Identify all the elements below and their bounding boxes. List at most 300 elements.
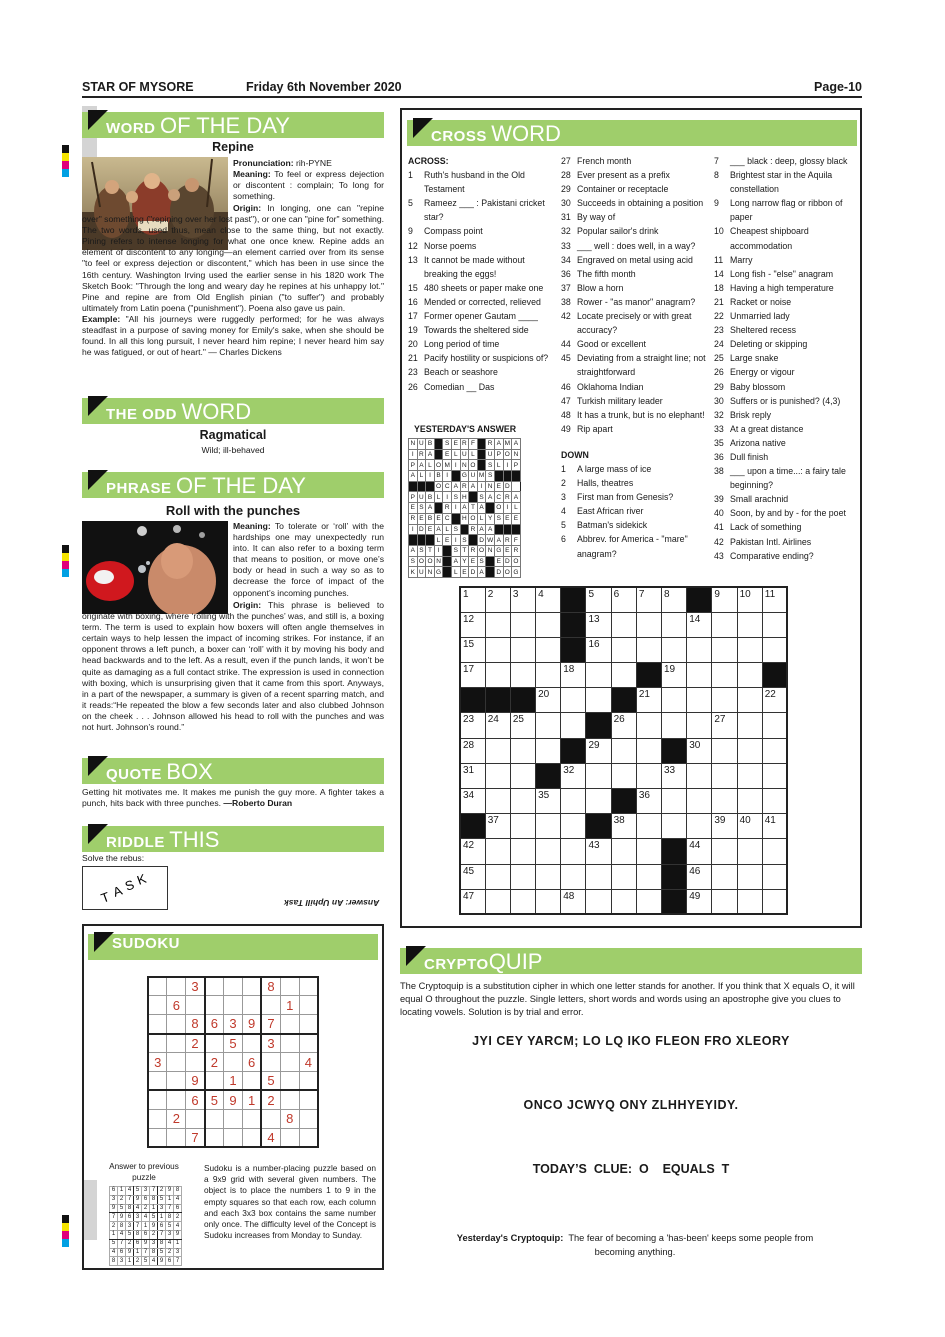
crossword-cell[interactable]: 39 (712, 814, 737, 839)
clue-item (714, 380, 859, 394)
crossword-cell[interactable] (687, 713, 712, 738)
sudoku-cell[interactable] (186, 1109, 205, 1128)
sudoku-cell[interactable] (205, 1109, 224, 1128)
crossword-cell[interactable] (611, 839, 636, 864)
sudoku-cell[interactable] (299, 1015, 318, 1034)
sudoku-cell[interactable]: 3 (148, 1053, 167, 1072)
crossword-cell[interactable] (662, 814, 687, 839)
crossword-cell[interactable] (485, 612, 510, 637)
crossword-cell[interactable] (636, 713, 661, 738)
sudoku-cell[interactable] (280, 1034, 299, 1053)
clue-number: 16 (408, 296, 418, 307)
crossword-cell[interactable] (762, 864, 787, 889)
crossword-cell[interactable]: 8 (662, 587, 687, 612)
sudoku-cell[interactable] (148, 1090, 167, 1109)
answer-cell: I (426, 471, 435, 482)
crossword-cell[interactable] (536, 814, 561, 839)
sudoku-cell[interactable] (242, 1109, 261, 1128)
sudoku-cell[interactable]: 2 (261, 1090, 280, 1109)
crossword-cell[interactable] (561, 789, 586, 814)
sudoku-cell[interactable] (167, 1053, 186, 1072)
answer-cell: S (486, 471, 495, 482)
crossword-cell[interactable]: 46 (687, 864, 712, 889)
crossword-cell[interactable]: 23 (460, 713, 485, 738)
answer-cell: G (436, 568, 442, 576)
crossword-cell[interactable]: 34 (460, 789, 485, 814)
prev-sudoku-cell: 1 (158, 1213, 166, 1222)
crossword-cell[interactable] (510, 738, 535, 763)
crossword-cell[interactable] (762, 889, 787, 914)
sudoku-cell[interactable] (224, 1053, 243, 1072)
clue-item (561, 394, 706, 408)
phrase-of-day-meaning: Meaning: To tolerate or ‘roll’ with the hardships one may unexpectedly run into. It can also refer to a boxing term that means to position, or move one’s body or head in such a way so as to decrease the force of impact of the opponent’s incoming punches. (233, 521, 384, 598)
sudoku-cell[interactable]: 8 (261, 977, 280, 996)
sudoku-cell[interactable]: 6 (186, 1090, 205, 1109)
crossword-cell[interactable] (712, 663, 737, 688)
crossword-cell[interactable]: 17 (460, 663, 485, 688)
answer-cell: L (451, 449, 460, 460)
sudoku-cell[interactable]: 2 (167, 1109, 186, 1128)
sudoku-cell[interactable] (148, 1128, 167, 1147)
sudoku-cell[interactable] (167, 1015, 186, 1034)
crossword-cell[interactable] (561, 839, 586, 864)
crossword-cell[interactable] (636, 612, 661, 637)
crossword-cell[interactable] (586, 663, 611, 688)
crossword-cell[interactable]: 31 (460, 763, 485, 788)
sudoku-cell[interactable]: 6 (205, 1015, 224, 1034)
crossword-cell[interactable] (762, 839, 787, 864)
clue-text: At a great distance (730, 423, 804, 434)
crossword-cell[interactable] (611, 864, 636, 889)
crossword-cell[interactable] (510, 637, 535, 662)
crossword-cell[interactable]: 49 (687, 889, 712, 914)
crossword-cell[interactable]: 37 (485, 814, 510, 839)
answer-cell: E (469, 556, 478, 567)
answer-cell (426, 535, 435, 546)
crossword-cell[interactable]: 1 (460, 587, 485, 612)
crossword-cell[interactable]: 43 (586, 839, 611, 864)
sudoku-cell[interactable] (242, 1071, 261, 1090)
crossword-cell[interactable]: 27 (712, 713, 737, 738)
crossword-cell[interactable] (636, 889, 661, 914)
crossword-cell[interactable] (687, 789, 712, 814)
sudoku-cell[interactable] (186, 1053, 205, 1072)
answer-cell (477, 449, 486, 460)
crossword-cell[interactable] (636, 864, 661, 889)
crossword-cell[interactable] (737, 864, 762, 889)
answer-cell: S (409, 556, 418, 567)
crossword-cell[interactable] (586, 864, 611, 889)
crossword-cell[interactable]: 20 (536, 688, 561, 713)
sudoku-grid (147, 976, 319, 1148)
crossword-cell[interactable]: 25 (510, 713, 535, 738)
sudoku-cell[interactable]: 7 (261, 1015, 280, 1034)
crossword-cell[interactable] (712, 864, 737, 889)
crossword-cell[interactable] (510, 789, 535, 814)
sudoku-cell[interactable]: 8 (280, 1109, 299, 1128)
sudoku-cell[interactable] (148, 996, 167, 1015)
crossword-cell[interactable]: 6 (611, 587, 636, 612)
crossword-cell[interactable] (485, 864, 510, 889)
crossword-cell[interactable] (687, 763, 712, 788)
crossword-cell[interactable] (611, 763, 636, 788)
sudoku-cell[interactable]: 3 (261, 1034, 280, 1053)
crossword-cell[interactable] (636, 814, 661, 839)
crossword-cell[interactable]: 22 (762, 688, 787, 713)
crossword-cell[interactable] (737, 637, 762, 662)
clue-item (561, 518, 706, 532)
sudoku-cell[interactable]: 6 (167, 996, 186, 1015)
answer-cell: A (512, 439, 521, 450)
sudoku-cell[interactable] (280, 1071, 299, 1090)
sudoku-cell[interactable] (167, 1034, 186, 1053)
crossword-cell[interactable] (712, 738, 737, 763)
crossword-cell[interactable]: 26 (611, 713, 636, 738)
riddle-answer: Answer: An Uphill Task (284, 898, 380, 908)
prev-sudoku-cell: 2 (174, 1213, 182, 1222)
crossword-cell[interactable] (737, 889, 762, 914)
crossword-cell[interactable] (510, 663, 535, 688)
crossword-cell[interactable]: 45 (460, 864, 485, 889)
clue-text: Comparative ending? (730, 550, 814, 561)
sudoku-cell[interactable] (280, 977, 299, 996)
crossword-cell[interactable] (536, 864, 561, 889)
clue-text: Abbrev. for America - "mare" anagram? (577, 534, 688, 559)
sudoku-cell[interactable] (148, 1109, 167, 1128)
sudoku-cell[interactable] (186, 996, 205, 1015)
crossword-cell[interactable] (712, 612, 737, 637)
crossword-cell[interactable]: 5 (586, 587, 611, 612)
crossword-cell[interactable]: 14 (687, 612, 712, 637)
clue-item (561, 253, 706, 267)
answer-cell: S (451, 492, 460, 503)
crossword-block (611, 789, 636, 814)
clue-text: French month (577, 156, 632, 166)
answer-cell: B (426, 513, 435, 524)
sudoku-cell[interactable] (224, 1128, 243, 1147)
crossword-cell[interactable] (561, 688, 586, 713)
masthead (82, 80, 862, 96)
crossword-cell[interactable] (737, 789, 762, 814)
answer-cell: L (469, 449, 478, 460)
sudoku-cell[interactable] (299, 996, 318, 1015)
clue-number: 9 (408, 226, 413, 237)
crossword-cell[interactable] (586, 763, 611, 788)
crossword-cell[interactable] (586, 789, 611, 814)
crossword-cell[interactable] (586, 889, 611, 914)
crossword-cell[interactable] (712, 637, 737, 662)
answer-cell: E (426, 524, 435, 535)
crossword-cell[interactable] (510, 763, 535, 788)
crossword-cell[interactable]: 21 (636, 688, 661, 713)
sudoku-cell[interactable]: 3 (186, 977, 205, 996)
sudoku-cell[interactable] (148, 1071, 167, 1090)
sudoku-cell[interactable]: 4 (299, 1053, 318, 1072)
sudoku-cell[interactable]: 1 (224, 1071, 243, 1090)
clue-text: Rameez ___ : Pakistani cricket star? (424, 198, 545, 223)
sudoku-cell[interactable] (261, 996, 280, 1015)
crossword-cell[interactable]: 47 (460, 889, 485, 914)
crossword-cell[interactable]: 3 (510, 587, 535, 612)
sudoku-cell[interactable] (205, 1034, 224, 1053)
crossword-cell[interactable] (611, 663, 636, 688)
sudoku-cell[interactable]: 7 (186, 1128, 205, 1147)
crossword-cell[interactable] (712, 688, 737, 713)
crossword-cell[interactable]: 11 (762, 587, 787, 612)
crossword-cell[interactable]: 19 (662, 663, 687, 688)
crossword-cell[interactable]: 13 (586, 612, 611, 637)
header-corner-icon (406, 946, 426, 966)
sudoku-cell[interactable] (205, 1071, 224, 1090)
prev-sudoku-cell: 6 (134, 1239, 142, 1248)
crossword-cell[interactable] (611, 889, 636, 914)
answer-cell: I (434, 545, 443, 556)
crossword-cell[interactable] (536, 637, 561, 662)
crossword-cell[interactable] (536, 839, 561, 864)
answer-cell: O (470, 461, 476, 469)
crossword-cell[interactable] (737, 688, 762, 713)
sudoku-cell[interactable]: 6 (242, 1053, 261, 1072)
clue-text: Unmarried lady (730, 311, 790, 322)
clue-text: A large mass of ice (577, 463, 652, 474)
crossword-block (485, 688, 510, 713)
answer-cell: E (434, 513, 443, 524)
answer-cell: S (417, 503, 426, 514)
crossword-cell[interactable] (561, 864, 586, 889)
sudoku-cell[interactable] (261, 1109, 280, 1128)
sudoku-description: Sudoku is a number-placing puzzle based on a 9x9 grid with several given numbers. The object is to place the numbers 1 to 9 in the empty squares so that each row, each column and each 3x3 box contains the same number only once. The difficulty level of the Concept is Sudoku increases from Monday to Sunday. (204, 1163, 376, 1241)
sudoku-cell[interactable] (280, 1090, 299, 1109)
sudoku-cell[interactable] (261, 1053, 280, 1072)
sudoku-cell[interactable] (205, 977, 224, 996)
header-corner-icon (413, 118, 433, 138)
sudoku-cell[interactable]: 3 (224, 1015, 243, 1034)
clue-item (714, 337, 859, 351)
crossword-cell[interactable] (536, 663, 561, 688)
crossword-cell[interactable] (737, 763, 762, 788)
crossword-cell[interactable] (687, 663, 712, 688)
crossword-cell[interactable] (636, 738, 661, 763)
sudoku-cell[interactable] (148, 977, 167, 996)
crossword-cell[interactable] (510, 889, 535, 914)
crossword-cell[interactable] (561, 713, 586, 738)
sudoku-cell[interactable]: 5 (261, 1071, 280, 1090)
crossword-cell[interactable]: 33 (662, 763, 687, 788)
crossword-cell[interactable]: 41 (762, 814, 787, 839)
sudoku-cell[interactable] (148, 1015, 167, 1034)
crossword-cell[interactable]: 30 (687, 738, 712, 763)
sudoku-cell[interactable]: 8 (186, 1015, 205, 1034)
crossword-cell[interactable] (611, 738, 636, 763)
crossword-cell[interactable] (712, 839, 737, 864)
crossword-cell[interactable] (687, 688, 712, 713)
sudoku-cell[interactable] (242, 1128, 261, 1147)
crossword-cell[interactable] (762, 713, 787, 738)
clue-text: Ever present as a prefix (577, 170, 670, 181)
crossword-cell[interactable]: 42 (460, 839, 485, 864)
crossword-cell[interactable] (662, 789, 687, 814)
sudoku-cell[interactable] (299, 977, 318, 996)
crossword-cell[interactable] (712, 889, 737, 914)
sudoku-cell[interactable] (280, 1053, 299, 1072)
crossword-cell[interactable]: 38 (611, 814, 636, 839)
sudoku-cell[interactable]: 5 (205, 1090, 224, 1109)
crossword-cell[interactable] (762, 637, 787, 662)
sudoku-cell[interactable] (299, 1128, 318, 1147)
sudoku-cell[interactable] (167, 977, 186, 996)
clue-item (561, 295, 706, 309)
clue-number: 12 (408, 240, 418, 251)
crossword-cell[interactable] (536, 889, 561, 914)
crossword-cell[interactable] (485, 789, 510, 814)
crossword-cell[interactable] (510, 864, 535, 889)
sudoku-cell[interactable] (224, 977, 243, 996)
crossword-cell[interactable] (737, 713, 762, 738)
crossword-cell[interactable] (561, 814, 586, 839)
crossword-cell[interactable] (762, 738, 787, 763)
crossword-cell[interactable] (510, 839, 535, 864)
crossword-cell[interactable]: 12 (460, 612, 485, 637)
crossword-cell[interactable]: 28 (460, 738, 485, 763)
header-corner-icon (88, 756, 108, 776)
crossword-cell[interactable]: 2 (485, 587, 510, 612)
sudoku-previous-answer (109, 1186, 182, 1266)
crossword-cell[interactable] (485, 663, 510, 688)
crossword-cell[interactable] (510, 612, 535, 637)
crossword-cell[interactable] (737, 612, 762, 637)
crossword-cell[interactable]: 36 (636, 789, 661, 814)
clue-item (408, 239, 550, 253)
sudoku-cell[interactable] (299, 1090, 318, 1109)
crossword-cell[interactable] (762, 763, 787, 788)
crossword-cell[interactable] (636, 763, 661, 788)
crossword-cell[interactable] (687, 637, 712, 662)
crossword-cell[interactable] (485, 839, 510, 864)
crossword-cell[interactable] (485, 763, 510, 788)
crossword-cell[interactable] (636, 839, 661, 864)
crossword-cell[interactable]: 32 (561, 763, 586, 788)
crossword-cell[interactable] (536, 738, 561, 763)
sudoku-cell[interactable]: 1 (280, 996, 299, 1015)
sudoku-cell[interactable]: 9 (242, 1015, 261, 1034)
crossword-cell[interactable] (737, 663, 762, 688)
sudoku-cell[interactable]: 2 (205, 1053, 224, 1072)
crossword-cell[interactable] (611, 612, 636, 637)
crossword-cell[interactable]: 7 (636, 587, 661, 612)
clue-text: Container or receptacle (577, 184, 669, 195)
sudoku-cell[interactable] (205, 1128, 224, 1147)
sudoku-cell[interactable] (224, 1109, 243, 1128)
crossword-cell[interactable] (662, 637, 687, 662)
sudoku-cell[interactable] (167, 1071, 186, 1090)
clue-item (408, 168, 550, 196)
crossword-cell[interactable] (737, 839, 762, 864)
crossword-cell[interactable] (485, 738, 510, 763)
prev-sudoku-cell: 5 (142, 1257, 150, 1266)
sudoku-cell[interactable] (242, 996, 261, 1015)
clue-item (561, 351, 706, 379)
sudoku-cell[interactable] (280, 1128, 299, 1147)
crossword-cell[interactable]: 48 (561, 889, 586, 914)
crossword-cell[interactable] (485, 637, 510, 662)
sudoku-cell[interactable] (205, 996, 224, 1015)
crossword-cell[interactable] (762, 612, 787, 637)
crossword-cell[interactable] (712, 789, 737, 814)
crossword-cell[interactable] (510, 814, 535, 839)
crossword-cell[interactable] (662, 688, 687, 713)
crossword-cell[interactable] (536, 612, 561, 637)
crossword-cell[interactable]: 10 (737, 587, 762, 612)
sudoku-cell[interactable]: 1 (242, 1090, 261, 1109)
crossword-cell[interactable] (762, 789, 787, 814)
crossword-cell[interactable] (687, 814, 712, 839)
rebus-letter: T (98, 889, 112, 906)
crossword-cell[interactable] (611, 637, 636, 662)
sudoku-cell[interactable] (242, 1034, 261, 1053)
crossword-cell[interactable] (586, 688, 611, 713)
crossword-cell[interactable]: 9 (712, 587, 737, 612)
crossword-cell[interactable] (485, 889, 510, 914)
sudoku-cell[interactable]: 9 (224, 1090, 243, 1109)
prev-sudoku-cell: 9 (158, 1257, 166, 1266)
sudoku-cell[interactable] (280, 1015, 299, 1034)
sudoku-cell[interactable]: 4 (261, 1128, 280, 1147)
quote-text: Getting hit motivates me. It makes me punish the guy more. A fighter takes a punch, hits back with three punches. —Roberto Duran (82, 787, 384, 809)
sudoku-cell[interactable]: 5 (224, 1034, 243, 1053)
crossword-cell[interactable]: 24 (485, 713, 510, 738)
prev-sudoku-cell: 5 (134, 1187, 142, 1196)
crossword-cell[interactable]: 35 (536, 789, 561, 814)
crossword-cell[interactable]: 16 (586, 637, 611, 662)
crossword-cell[interactable] (536, 713, 561, 738)
crossword-cell[interactable]: 44 (687, 839, 712, 864)
sudoku-cell[interactable] (242, 977, 261, 996)
sudoku-cell[interactable]: 9 (186, 1071, 205, 1090)
cryptoquip-yesterday: Yesterday's Cryptoquip: The fear of becoming a 'has-been' keeps some people from becoming anything. (456, 1233, 814, 1257)
crossword-cell[interactable]: 4 (536, 587, 561, 612)
crossword-cell[interactable] (636, 637, 661, 662)
crossword-cell[interactable] (712, 763, 737, 788)
answer-cell: F (512, 535, 521, 546)
crossword-cell[interactable] (737, 738, 762, 763)
prev-sudoku-cell: 1 (150, 1204, 158, 1213)
sudoku-cell[interactable] (167, 1090, 186, 1109)
crossword-cell[interactable]: 29 (586, 738, 611, 763)
sudoku-cell[interactable] (299, 1034, 318, 1053)
rebus-letter: K (134, 870, 149, 888)
crossword-block (662, 738, 687, 763)
crossword-cell[interactable] (662, 713, 687, 738)
sudoku-cell[interactable] (167, 1128, 186, 1147)
sudoku-cell[interactable] (224, 996, 243, 1015)
crossword-cell[interactable]: 18 (561, 663, 586, 688)
crossword-grid[interactable] (459, 586, 788, 915)
sudoku-cell[interactable]: 2 (186, 1034, 205, 1053)
answer-cell: A (486, 524, 495, 535)
crossword-cell[interactable]: 15 (460, 637, 485, 662)
sudoku-cell[interactable] (148, 1034, 167, 1053)
crossword-header: CROSS WORD (407, 120, 857, 146)
crossword-cell[interactable] (662, 612, 687, 637)
answer-cell: L (451, 567, 460, 578)
sudoku-cell[interactable] (299, 1109, 318, 1128)
answer-cell: U (470, 472, 476, 480)
sudoku-cell[interactable] (299, 1071, 318, 1090)
clue-item (561, 504, 706, 518)
crossword-cell[interactable]: 40 (737, 814, 762, 839)
answer-cell: E (494, 556, 503, 567)
clue-text: Batman's sidekick (577, 520, 648, 531)
